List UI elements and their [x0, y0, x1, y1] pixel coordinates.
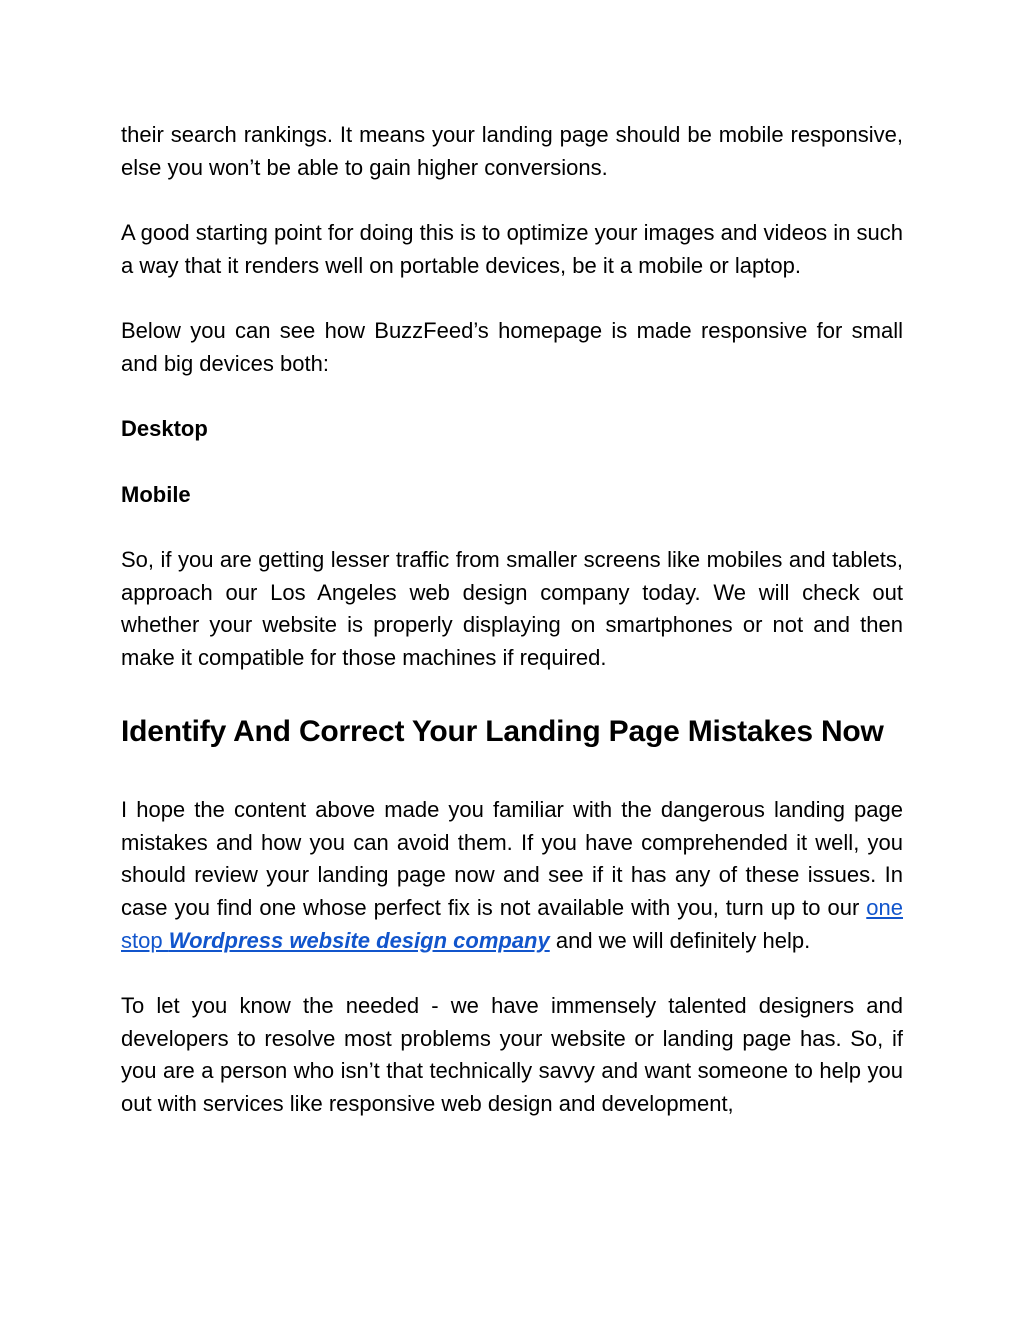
- subhead-desktop: Desktop: [121, 416, 208, 442]
- link-text-plain: one stop: [121, 894, 903, 953]
- paragraph-hope-content: [121, 794, 903, 958]
- paragraph-hope-text: I hope the content above made you familiar with the dangerous landing page mistakes and how you can avoid them. If you have comprehended it well, you should review your landing page now and see if it has any of these issues. In case you find one whose perfect fix is not available with you, turn up to our: [121, 796, 903, 920]
- paragraph-search-rankings: their search rankings. It means your landing page should be mobile responsive, else you won’t be able to gain higher conversions.: [121, 122, 903, 180]
- paragraph-good-starting-point: A good starting point for doing this is to optimize your images and videos in such a way that it renders well on portable devices, be it a mobile or laptop.: [121, 220, 903, 278]
- paragraph-lesser-traffic: So, if you are getting lesser traffic from smaller screens like mobiles and tablets, approach our Los Angeles web design company today. We will check out whether your website is properly displaying on smartphones or not and then make it compatible for those machines if required.: [121, 547, 903, 671]
- paragraph-talented-designers: To let you know the needed - we have immensely talented designers and developers to resolve most problems your website or landing page has. So, if you are a person who isn’t that technically savvy and want someone to help you out with services like responsive web design and development,: [121, 993, 903, 1117]
- section-heading-wrap: [121, 712, 903, 752]
- paragraph-hope-tail: and we will definitely help.: [549, 927, 811, 953]
- section-heading: Identify And Correct Your Landing Page Mistakes Now: [121, 714, 884, 748]
- paragraph-buzzfeed-intro: Below you can see how BuzzFeed’s homepage is made responsive for small and big devices both:: [121, 318, 903, 376]
- subhead-mobile: Mobile: [121, 481, 191, 507]
- document-page: [121, 119, 903, 1121]
- link-text-bold: Wordpress website design company: [168, 927, 550, 953]
